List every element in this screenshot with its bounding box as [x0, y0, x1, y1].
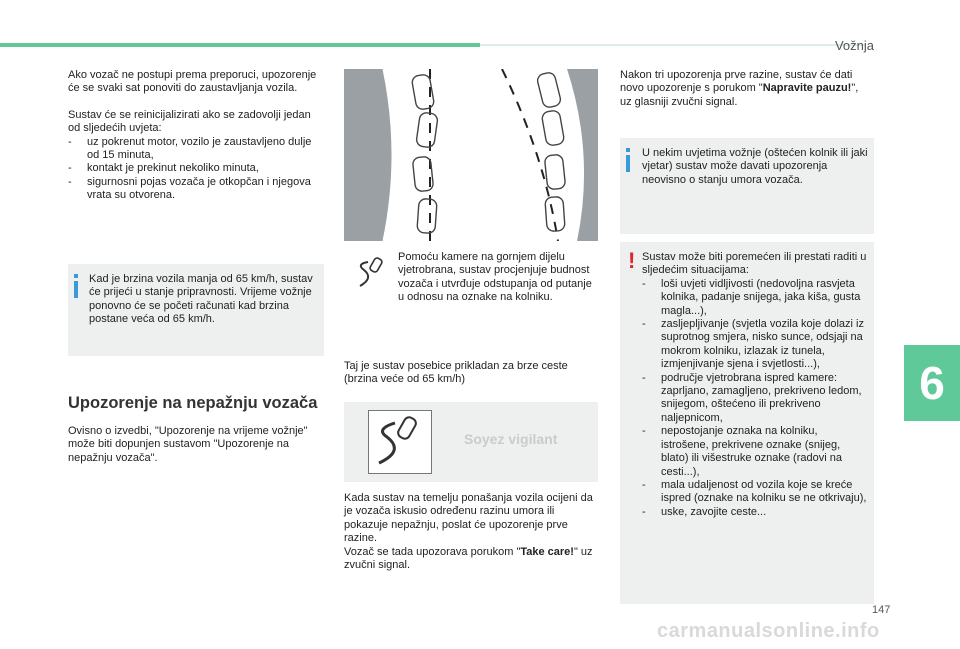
list-item: - područje vjetrobrana ispred kamere: zaprljano, zamagljeno, prekriveno ledom, snijegom, oštećeno ili prekriveno naljepnicom, [642, 372, 868, 426]
paragraph-reinit: Sustav će se reinicijalizirati ako se zadovolji jedan od sljedećih uvjeta: [68, 108, 311, 135]
lane-deviation-illustration [344, 69, 598, 241]
list-item: - uz pokrenut motor, vozilo je zaustavljeno dulje od 15 minuta, [68, 136, 318, 163]
info-icon [624, 148, 632, 172]
paragraph-variant: Ovisno o izvedbi, "Upozorenje na vrijeme vožnje" može biti dopunjen sustavom "Upozorenje na nepažnju vozača". [68, 425, 308, 464]
list-item: - nepostojanje oznaka na kolniku, istrošene, prekrivene oznake (snijeg, blato) ili višestruke oznake (radovi na cesti...), [642, 425, 868, 479]
reinit-conditions-list [68, 136, 318, 203]
take-care-message: Take care! [520, 545, 574, 558]
list-item: - kontakt je prekinut nekoliko minuta, [68, 162, 318, 175]
situations-list [642, 278, 868, 519]
paragraph-first-level: Kada sustav na temelju ponašanja vozila ocijeni da je vozača iskusio određenu razinu umora ili pokazuje nepažnju, poslat će upozorenje prve razine. [344, 492, 593, 545]
warning-icon: ! [628, 248, 636, 273]
camera-description: Pomoću kamere na gornjem dijelu vjetrobrana, sustav procjenjuje budnost vozača i utvrđuje odstupanja od putanje u odnosu na oznake na kolniku. [398, 251, 592, 304]
section-heading: Upozorenje na nepažnju vozača [68, 394, 318, 412]
driver-attention-icon [354, 256, 388, 290]
info-icon [72, 274, 80, 298]
watermark: carmanualsonline.info [657, 620, 880, 642]
paragraph-repeat: Ako vozač ne postupi prema preporuci, upozorenje će se svaki sat ponoviti do zaustavljanja vozila. [68, 69, 317, 95]
road-illustration [344, 69, 598, 241]
display-message: Soyez vigilant [464, 431, 558, 447]
paragraph-roads: Taj je sustav posebice prikladan za brze ceste (brzina veće od 65 km/h) [344, 360, 568, 386]
info-box-standby [68, 264, 324, 356]
info-text: Kad je brzina vozila manja od 65 km/h, sustav će prijeći u stanje pripravnosti. Vrijeme vožnje ponovno će se početi računati kad brzina postane veća od 65 km/h. [89, 273, 313, 326]
info-box-conditions [620, 138, 874, 234]
pause-message: Napravite pauzu! [762, 82, 852, 95]
list-item: - uske, zavojite ceste... [642, 506, 868, 519]
warning-intro: Sustav može biti poremećen ili prestati raditi u sljedećim situacijama: [642, 251, 867, 277]
list-item: - zasljepljivanje (svjetla vozila koje dolazi iz suprotnog smjera, nisko sunce, odsjaji na mokrom kolniku, izlazak iz tunela, izmjenjivanje sjena i svjetlosti...), [642, 318, 868, 372]
page-number: 147 [872, 604, 891, 616]
middle-bottom-text [344, 492, 594, 572]
driver-attention-icon [369, 411, 431, 473]
alert-pictogram [368, 410, 432, 474]
header-divider [480, 44, 866, 46]
paragraph-take-care: Vozač se tada upozorava porukom "Take care!" uz zvučni signal. [344, 545, 593, 572]
warning-box [620, 242, 874, 604]
header-accent-bar [0, 43, 480, 47]
list-item: - loši uvjeti vidljivosti (nedovoljna rasvjeta kolnika, padanje snijega, jaka kiša, gusta magla...), [642, 278, 868, 318]
left-column [68, 69, 318, 203]
info-text: U nekim uvjetima vožnje (oštećen kolnik ili jaki vjetar) sustav može davati upozorenja neovisno o stanju umora vozača. [642, 147, 868, 186]
paragraph-pause: Nakon tri upozorenja prve razine, sustav će dati novo upozorenje s porukom "Napravite pauzu!", uz glasniji zvučni signal. [620, 69, 859, 108]
cluster-display-panel [344, 402, 598, 482]
section-title: Vožnja [834, 38, 874, 53]
list-item: - sigurnosni pojas vozača je otkopčan i njegova vrata su otvorena. [68, 176, 318, 203]
warning-content [642, 251, 868, 519]
chapter-tab: 6 [904, 345, 960, 421]
list-item: - mala udaljenost od vozila koje se kreće ispred (oznake na kolniku se ne otkrivaju), [642, 479, 868, 506]
